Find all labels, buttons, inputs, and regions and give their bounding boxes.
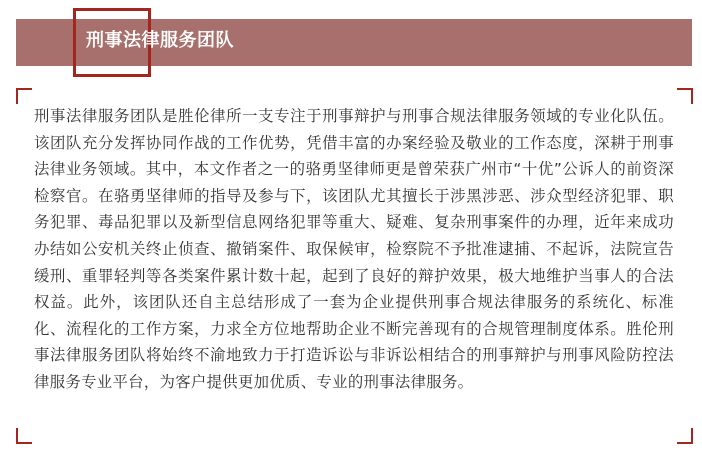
corner-bracket-bottom-left xyxy=(16,428,32,444)
section-body-paragraph: 刑事法律服务团队是胜伦律所一支专注于刑事辩护与刑事合规法律服务领域的专业化队伍。该团队充分发挥协同作战的工作优势，凭借丰富的办案经验及敬业的工作态度，深耕于刑事法律业务领域。其中，本文作者之一的骆勇坚律师更是曾荣获广州市“十优”公诉人的前资深检察官。在骆勇坚律师的指导及参与下，该团队尤其擅长于涉黑涉恶、涉众型经济犯罪、职务犯罪、毒品犯罪以及新型信息网络犯罪等重大、疑难、复杂刑事案件的办理，近年来成功办结如公安机关终止侦查、撤销案件、取保候审，检察院不予批准逮捕、不起诉，法院宣告缓刑、重罪轻判等各类案件累计数十起，起到了良好的辩护效果，极大地维护当事人的合法权益。此外，该团队还自主总结形成了一套为企业提供刑事合规法律服务的系统化、标准化、流程化的工作方案，力求全方位地帮助企业不断完善现有的合规管理制度体系。胜伦刑事法律服务团队将始终不渝地致力于打造诉讼与非诉讼相结合的刑事辩护与刑事风险防控法律服务专业平台，为客户提供更加优质、专业的刑事法律服务。 xyxy=(34,107,674,391)
corner-bracket-bottom-right xyxy=(677,428,693,444)
corner-bracket-top-right xyxy=(677,88,693,104)
corner-bracket-top-left xyxy=(16,88,32,104)
section-title: 刑事法律服务团队 xyxy=(86,30,234,51)
